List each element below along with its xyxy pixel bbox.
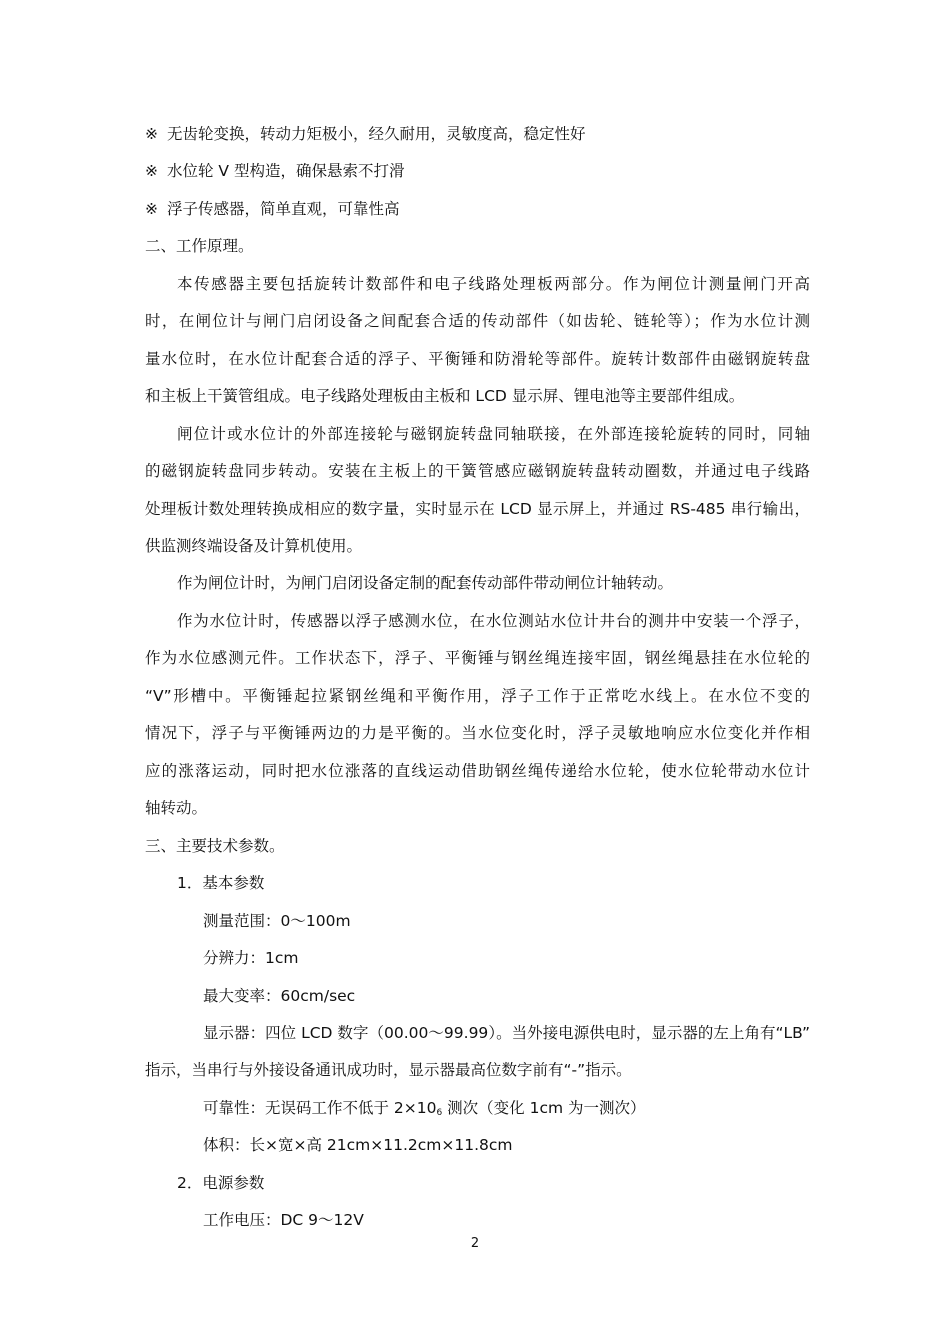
paragraph-line: 轴转动。 [145, 799, 208, 817]
bullet-mark: ※ [145, 200, 158, 218]
spec-max-rate: 最大变率：60cm/sec [203, 987, 356, 1005]
paragraph-line: 作为水位感测元件。工作状态下，浮子、平衡锤与钢丝绳连接牢固，钢丝绳悬挂在水位轮的 [145, 649, 810, 667]
paragraph-line: 时，在闸位计与闸门启闭设备之间配套合适的传动部件（如齿轮、链轮等）；作为水位计测 [145, 312, 810, 330]
paragraph-line: 和主板上干簧管组成。电子线路处理板由主板和 LCD 显示屏、锂电池等主要部件组成。 [145, 387, 745, 405]
spec-range: 测量范围：0～100m [203, 912, 351, 930]
spec-display: 指示，当串行与外接设备通讯成功时，显示器最高位数字前有“-”指示。 [145, 1061, 632, 1079]
paragraph-line: 量水位时，在水位计配套合适的浮子、平衡锤和防滑轮等部件。旋转计数部件由磁钢旋转盘 [145, 350, 810, 368]
bullet-item [145, 199, 810, 219]
section-heading: 二、工作原理。 [145, 237, 254, 255]
spec-display: 显示器：四位 LCD 数字（00.00～99.99）。当外接电源供电时，显示器的左上角有“LB” [203, 1024, 810, 1042]
paragraph-line: 处理板计数处理转换成相应的数字量，实时显示在 LCD 显示屏上，并通过 RS-485 串行输出， [145, 500, 810, 518]
page-number: 2 [470, 1236, 480, 1251]
paragraph-line: 情况下，浮子与平衡锤两边的力是平衡的。当水位变化时，浮子灵敏地响应水位变化并作相 [145, 724, 810, 742]
section-heading: 三、主要技术参数。 [145, 837, 285, 855]
bullet-mark: ※ [145, 125, 158, 143]
bullet-text: 无齿轮变换，转动力矩极小，经久耐用，灵敏度高，稳定性好 [167, 125, 586, 143]
bullet-text: 浮子传感器，简单直观，可靠性高 [167, 200, 400, 218]
paragraph-line: 的磁钢旋转盘同步转动。安装在主板上的干簧管感应磁钢旋转盘转动圈数，并通过电子线路 [145, 462, 810, 480]
paragraph-line: 作为水位计时，传感器以浮子感测水位，在水位测站水位计井台的测井中安装一个浮子， [177, 612, 810, 630]
reliability-text: 测次（变化 1cm 为一测次） [442, 1099, 646, 1117]
spec-resolution: 分辨力：1cm [203, 949, 299, 967]
bullet-mark: ※ [145, 162, 158, 180]
paragraph-line: 作为闸位计时，为闸门启闭设备定制的配套传动部件带动闸位计轴转动。 [177, 574, 674, 592]
subsection-heading: 2．电源参数 [177, 1174, 265, 1192]
bullet-text: 水位轮 V 型构造，确保悬索不打滑 [167, 162, 405, 180]
reliability-text: 可靠性：无误码工作不低于 2×10 [203, 1099, 437, 1117]
subsection-heading: 1．基本参数 [177, 874, 265, 892]
paragraph-line: 本传感器主要包括旋转计数部件和电子线路处理板两部分。作为闸位计测量闸门开高 [177, 275, 810, 293]
bullet-item [145, 161, 810, 181]
spec-reliability [203, 1098, 810, 1123]
paragraph-line: 应的涨落运动，同时把水位涨落的直线运动借助钢丝绳传递给水位轮，使水位轮带动水位计 [145, 762, 810, 780]
paragraph-line: 闸位计或水位计的外部连接轮与磁钢旋转盘同轴联接，在外部连接轮旋转的同时，同轴 [177, 425, 810, 443]
paragraph-line: 供监测终端设备及计算机使用。 [145, 537, 363, 555]
spec-volume: 体积：长×宽×高 21cm×11.2cm×11.8cm [203, 1136, 513, 1154]
reliability-exponent: 6 [436, 1108, 443, 1118]
spec-voltage: 工作电压：DC 9～12V [203, 1211, 364, 1229]
bullet-item [145, 124, 810, 144]
paragraph-line: “V”形槽中。平衡锤起拉紧钢丝绳和平衡作用，浮子工作于正常吃水线上。在水位不变的 [145, 687, 810, 705]
